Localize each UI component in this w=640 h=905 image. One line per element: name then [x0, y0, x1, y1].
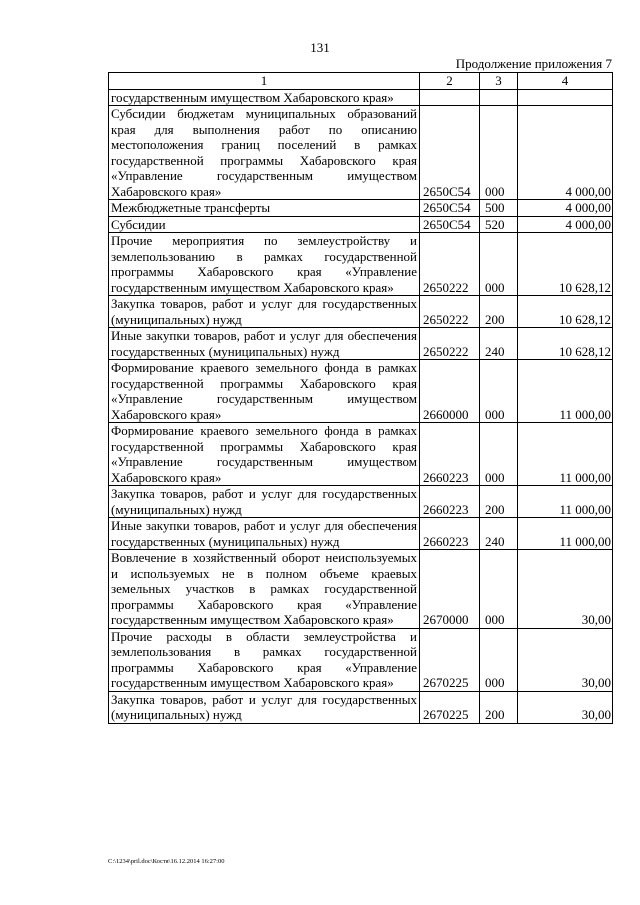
row-code: 2670225 [420, 628, 480, 691]
header-name: 1 [109, 73, 420, 90]
row-kind: 520 [480, 216, 518, 233]
row-kind: 000 [480, 628, 518, 691]
row-kind: 000 [480, 423, 518, 486]
row-amount: 4 000,00 [518, 216, 613, 233]
row-amount: 10 628,12 [518, 328, 613, 360]
row-amount: 11 000,00 [518, 518, 613, 550]
table-row [109, 486, 613, 518]
table-row [109, 296, 613, 328]
row-kind: 000 [480, 550, 518, 629]
table-row [109, 328, 613, 360]
table-row [109, 233, 613, 296]
row-kind: 200 [480, 691, 518, 723]
row-kind: 000 [480, 360, 518, 423]
row-amount: 4 000,00 [518, 106, 613, 200]
row-amount [518, 89, 613, 106]
row-name: Межбюджетные трансферты [109, 200, 420, 217]
row-code: 2660223 [420, 423, 480, 486]
row-name: Закупка товаров, работ и услуг для государственных (муниципальных) нужд [109, 486, 420, 518]
row-code: 2650222 [420, 296, 480, 328]
row-amount: 4 000,00 [518, 200, 613, 217]
table-row [109, 628, 613, 691]
table-row [109, 691, 613, 723]
row-kind: 240 [480, 518, 518, 550]
row-amount: 30,00 [518, 550, 613, 629]
table-row [109, 360, 613, 423]
row-name: Субсидии [109, 216, 420, 233]
row-kind: 200 [480, 296, 518, 328]
row-amount: 10 628,12 [518, 233, 613, 296]
row-name: Формирование краевого земельного фонда в рамках государственной программы Хабаровского края «Управление государственным имуществом Хабаровского края» [109, 423, 420, 486]
row-code: 2650С54 [420, 216, 480, 233]
row-kind: 000 [480, 106, 518, 200]
table-header-row [109, 73, 613, 90]
footer-file-path: C:\1234\pril.doc\Костя\16.12.2014 16:27:00 [108, 858, 225, 865]
row-name: Прочие расходы в области землеустройства и землепользования в рамках государственной программы Хабаровского края «Управление государственным имуществом Хабаровского края» [109, 628, 420, 691]
header-amount: 4 [518, 73, 613, 90]
table-row [109, 550, 613, 629]
row-code: 2650222 [420, 233, 480, 296]
table-row [109, 216, 613, 233]
row-amount: 30,00 [518, 628, 613, 691]
row-amount: 11 000,00 [518, 423, 613, 486]
row-amount: 11 000,00 [518, 360, 613, 423]
header-kind: 3 [480, 73, 518, 90]
budget-table [108, 72, 613, 724]
row-name: Прочие мероприятия по землеустройству и землепользованию в рамках государственной программы Хабаровского края «Управление государственным имуществом Хабаровского края» [109, 233, 420, 296]
row-name: Закупка товаров, работ и услуг для государственных (муниципальных) нужд [109, 296, 420, 328]
row-amount: 11 000,00 [518, 486, 613, 518]
row-code: 2650С54 [420, 106, 480, 200]
page-number: 131 [310, 40, 330, 55]
table-row [109, 518, 613, 550]
row-code: 2660223 [420, 518, 480, 550]
row-name: Закупка товаров, работ и услуг для государственных (муниципальных) нужд [109, 691, 420, 723]
row-amount: 10 628,12 [518, 296, 613, 328]
row-name: Формирование краевого земельного фонда в рамках государственной программы Хабаровского края «Управление государственным имуществом Хабаровского края» [109, 360, 420, 423]
table-row [109, 423, 613, 486]
row-code: 2670000 [420, 550, 480, 629]
row-kind: 000 [480, 233, 518, 296]
row-name: Иные закупки товаров, работ и услуг для обеспечения государственных (муниципальных) нужд [109, 328, 420, 360]
row-kind [480, 89, 518, 106]
row-name: Вовлечение в хозяйственный оборот неиспользуемых и используемых не в полном объеме краевых земельных участков в рамках государственной программы Хабаровского края «Управление государственным имуществом Хабаровского края» [109, 550, 420, 629]
row-code: 2670225 [420, 691, 480, 723]
row-code: 2650222 [420, 328, 480, 360]
continuation-note: Продолжение приложения 7 [455, 56, 612, 71]
header-code: 2 [420, 73, 480, 90]
row-code [420, 89, 480, 106]
row-name: Субсидии бюджетам муниципальных образований края для выполнения работ по описанию местоположения границ поселений в рамках государственной программы Хабаровского края «Управление государственным имуществом Хабаровского края» [109, 106, 420, 200]
row-code: 2660000 [420, 360, 480, 423]
row-kind: 200 [480, 486, 518, 518]
row-kind: 500 [480, 200, 518, 217]
row-name: государственным имуществом Хабаровского края» [109, 89, 420, 106]
table-row [109, 200, 613, 217]
row-code: 2660223 [420, 486, 480, 518]
row-name: Иные закупки товаров, работ и услуг для обеспечения государственных (муниципальных) нужд [109, 518, 420, 550]
table-row [109, 89, 613, 106]
row-code: 2650С54 [420, 200, 480, 217]
row-kind: 240 [480, 328, 518, 360]
row-amount: 30,00 [518, 691, 613, 723]
table-row [109, 106, 613, 200]
